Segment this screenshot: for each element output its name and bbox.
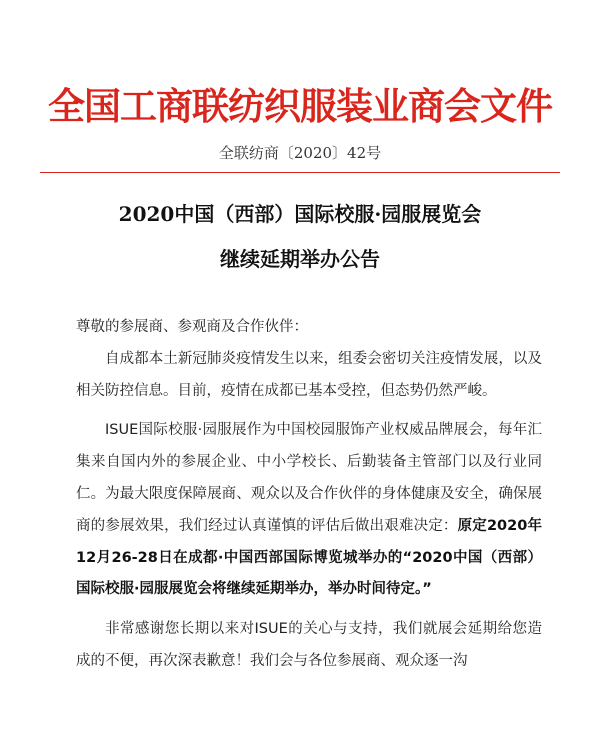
paragraph-2-text: ISUE国际校服·园服展作为中国校园服饰产业权威品牌展会，每年汇集来自国内外的参展企业、中小学校长、后勤装备主管部门以及行业同仁。为最大限度保障展商、观众以及合作伙伴的身体健康及安全，确保展商的参展效果，我们经过认真谨慎的评估后做出艰难决定： [76,422,542,534]
document-number: 全联纺商〔2020〕42号 [218,144,382,162]
paragraph-2 [76,415,542,606]
org-header-title: 全国工商联纺织服装业商会文件 [48,84,552,128]
announcement-title-line1: 2020中国（西部）国际校服·园服展览会 [118,202,482,226]
salutation: 尊敬的参展商、参观商及合作伙伴： [76,319,308,335]
paragraph-1: 自成都本土新冠肺炎疫情发生以来，组委会密切关注疫情发展，以及相关防控信息。目前，疫情在成都已基本受控，但态势仍然严峻。 [76,350,542,399]
announcement-title-line2: 继续延期举办公告 [220,247,380,271]
paragraph-3: 非常感谢您长期以来对ISUE的关心与支持，我们就展会延期给您造成的不便，再次深表歉意！我们会与各位参展商、观众逐一沟 [76,621,542,669]
postponement-notice: 原定2020年12月26-28日在成都·中国西部国际博览城举办的“2020中国（西部）国际校服·园服展览会将继续延期举办，举办时间待定。” [76,517,542,598]
announcement-body [76,312,542,678]
header-divider [40,172,560,173]
